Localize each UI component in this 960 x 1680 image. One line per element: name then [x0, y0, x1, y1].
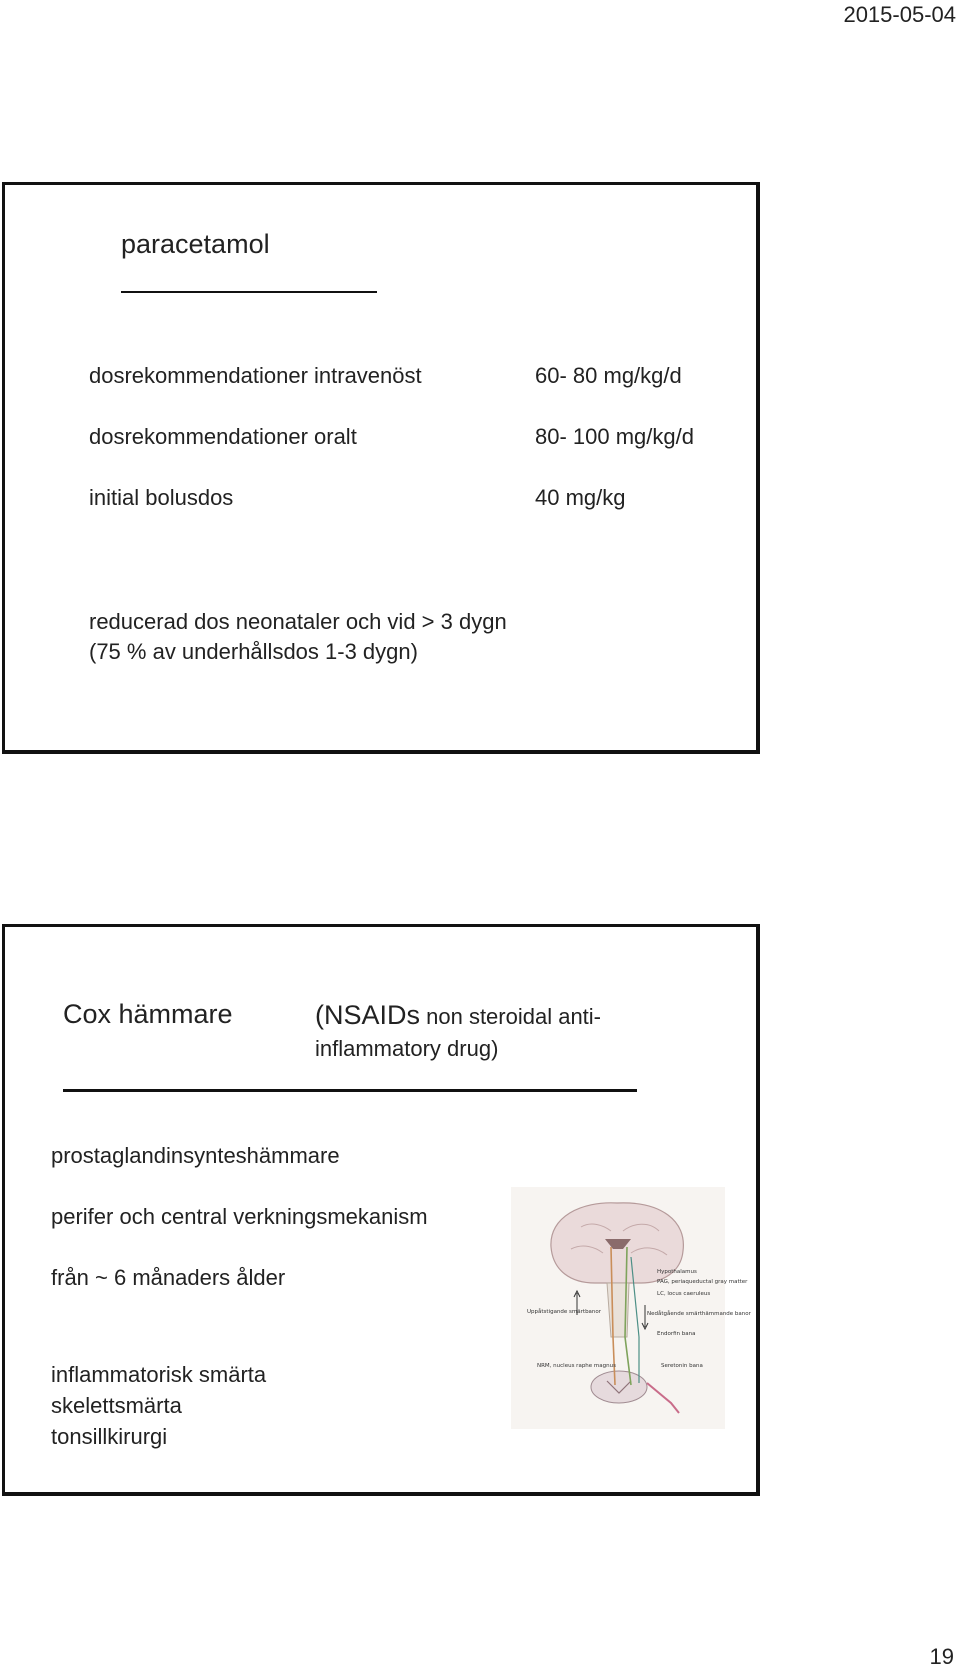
slide-cox-inhibitors [2, 924, 760, 1496]
slide-title: paracetamol [121, 229, 270, 259]
note-line-1: reducerad dos neonataler och vid > 3 dygn [89, 609, 507, 634]
indication-item: inflammatorisk smärta [51, 1362, 267, 1387]
slide-paracetamol [2, 182, 760, 754]
property-item: prostaglandinsynteshämmare [51, 1143, 340, 1168]
title-underline [121, 291, 377, 293]
indication-list [51, 1359, 266, 1452]
indication-item: tonsillkirurgi [51, 1424, 168, 1449]
figure-label-endorphin: Endorfin bana [657, 1331, 696, 1337]
header-date: 2015-05-04 [843, 2, 956, 27]
note-line-2: (75 % av underhållsdos 1-3 dygn) [89, 639, 418, 664]
figure-label-hypothalamus: Hypothalamus [657, 1269, 697, 1275]
dose-label-oral: dosrekommendationer oralt [89, 424, 357, 449]
slide-title: Cox hämmare [63, 999, 233, 1029]
nsaid-abbrev: (NSAIDs [315, 1000, 421, 1030]
dose-value-iv: 60- 80 mg/kg/d [535, 363, 682, 388]
dose-note [89, 607, 507, 667]
nsaid-definition [315, 999, 655, 1065]
figure-label-serotonin: Seretonin bana [661, 1363, 703, 1369]
title-underline [63, 1089, 637, 1092]
figure-label-nrm: NRM, nucleus raphe magnus [537, 1363, 616, 1369]
indication-item: skelettsmärta [51, 1393, 182, 1418]
dose-label-bolus: initial bolusdos [89, 485, 234, 510]
pain-pathway-figure [511, 1187, 751, 1429]
property-item: perifer och central verkningsmekanism [51, 1204, 428, 1229]
dose-value-oral: 80- 100 mg/kg/d [535, 424, 694, 449]
dose-value-bolus: 40 mg/kg [535, 485, 626, 510]
nsaid-expansion: non steroidal anti-inflammatory drug) [315, 1004, 602, 1061]
page-number: 19 [929, 1644, 954, 1669]
figure-label-descending: Nedåtgående smärthämmande banor [647, 1311, 751, 1317]
figure-label-lc: LC, locus caeruleus [657, 1291, 711, 1297]
figure-label-pag: PAG, periaqueductal gray matter [657, 1279, 748, 1285]
figure-label-ascending: Uppåtstigande smärtbanor [527, 1309, 602, 1315]
property-item: från ~ 6 månaders ålder [51, 1265, 286, 1290]
dose-label-iv: dosrekommendationer intravenöst [89, 363, 422, 388]
